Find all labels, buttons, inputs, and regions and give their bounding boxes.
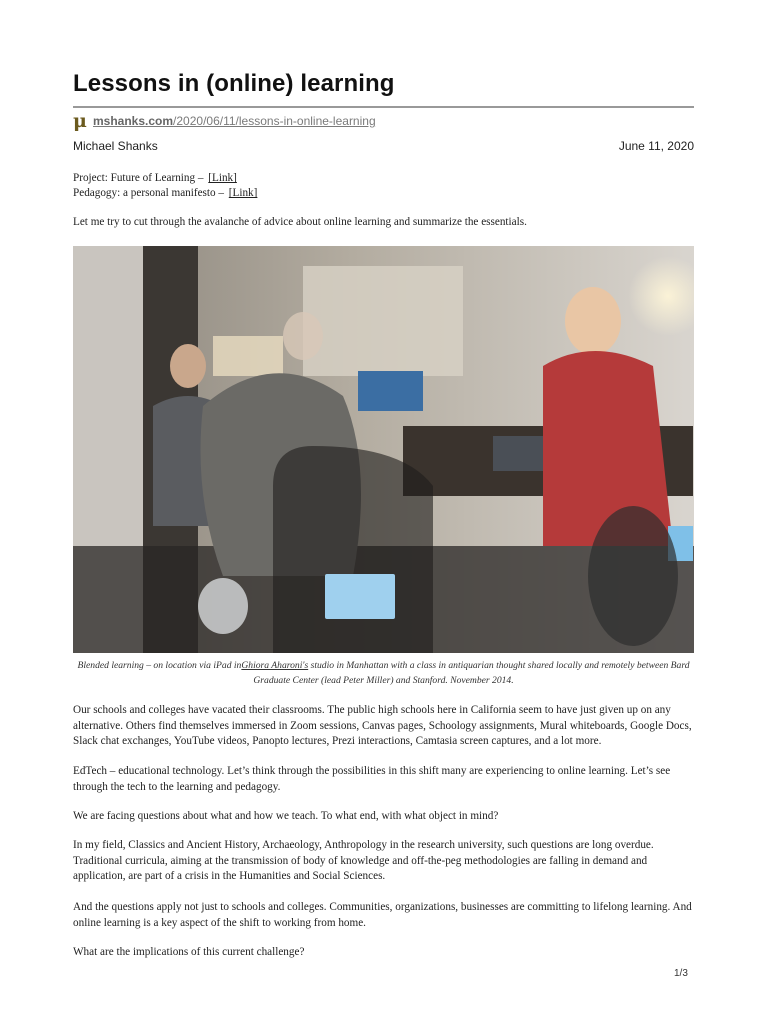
body-paragraph: We are facing questions about what and how we teach. To what end, with what object in mind? <box>73 810 499 822</box>
page-number: 1/3 <box>674 968 688 979</box>
pedagogy-link[interactable]: [Link] <box>228 187 258 199</box>
body-paragraph: Our schools and colleges have vacated their classrooms. The public high schools here in California seem to have just given up on any alternative. Others find themselves immersed in Zoom sessions, Canvas pages, Schoology assignments, Mural whiteboards, Google Docs, Slack chat exchanges, YouTube videos, Panopto lectures, Prezi interactions, Camtasia screen captures, and a lot more. <box>73 704 692 748</box>
body-paragraph: What are the implications of this current challenge? <box>73 946 305 958</box>
related-link-item: Project: Future of Learning – [Link] <box>73 172 237 184</box>
body-paragraph: And the questions apply not just to schools and colleges. Communities, organizations, businesses are committing to lifelong learning. And online learning is a key aspect of the shift to working from home. <box>73 901 692 929</box>
source-line <box>73 112 376 130</box>
related-links <box>73 171 257 201</box>
body-paragraph: EdTech – educational technology. Let’s think through the possibilities in this shift many are experiencing to online learning. Let’s see through the tech to the learning and pedagogy. <box>73 765 671 793</box>
project-link[interactable]: [Link] <box>208 172 237 184</box>
caption-link[interactable]: Ghiora Aharoni's <box>241 660 309 671</box>
photo-caption: Blended learning – on location via iPad inGhiora Aharoni's studio in Manhattan with a class in antiquarian thought shared locally and remotely between Bard Graduate Center (lead Peter Miller) and Stanford. November 2014. <box>77 660 690 686</box>
classroom-photo <box>73 246 694 653</box>
intro-paragraph: Let me try to cut through the avalanche of advice about online learning and summarize the essentials. <box>73 216 527 228</box>
title-divider <box>73 106 694 108</box>
mu-logo-icon: μ <box>73 110 87 132</box>
source-link[interactable]: mshanks.com/2020/06/11/lessons-in-online-learning <box>93 114 376 128</box>
publish-date: June 11, 2020 <box>618 139 694 153</box>
body-paragraph: In my field, Classics and Ancient History, Archaeology, Anthropology in the research university, such questions are long overdue. Traditional curricula, aiming at the transmission of body of knowledge and off-the-peg methodologies are falling in demand and application, are part of a crisis in the Humanities and Social Sciences. <box>73 839 654 883</box>
author-name: Michael Shanks <box>73 139 158 153</box>
byline <box>73 139 694 153</box>
related-link-item: Pedagogy: a personal manifesto – [Link] <box>73 187 258 199</box>
page-title: Lessons in (online) learning <box>73 70 395 97</box>
